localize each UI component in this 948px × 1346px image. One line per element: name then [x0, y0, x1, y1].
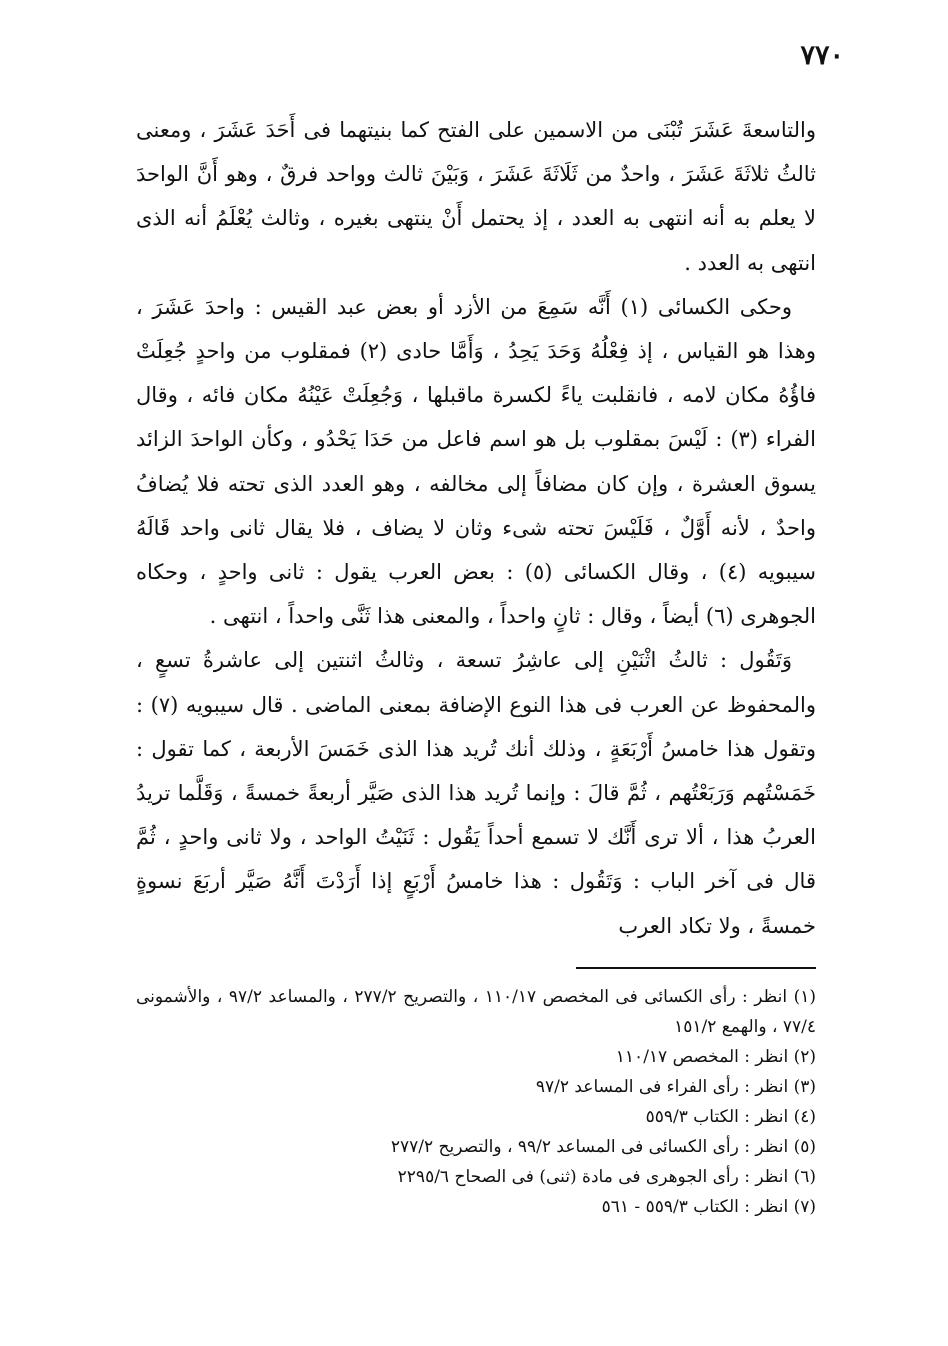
page-number: ٧٧٠	[800, 40, 844, 71]
main-text	[136, 108, 816, 948]
paragraph-1: والتاسعةَ عَشَرَ تُبْنَى من الاسمين على الفتح كما بنيتهما فى أَحَدَ عَشَرَ ، ومعنى ثالثُ ثلاثَةَ عَشَرَ ، واحدٌ من ثَلَاثَةَ عَشَرَ ، وَبَيْنَ ثالث وواحد فرقٌ ، وهو أَنَّ الواحدَ لا يعلم به أنه انتهى به العدد ، إذ يحتمل أَنْ ينتهى بغيره ، وثالث يُعْلَمُ أنه الذى انتهى به العدد .	[136, 118, 816, 275]
footnotes	[136, 982, 816, 1222]
paragraph-2: وحكى الكسائى (١) أَنَّه سَمِعَ من الأزد أو بعض عبد القيس : واحدَ عَشَرَ ، وهذا هو القياس ، إذ فِعْلُهُ وَحَدَ يَحِدُ ، وَأَمَّا حادى (٢) فمقلوب من واحدٍ جُعِلَتْ فاؤُهُ مكان لامه ، فانقلبت ياءً لكسرة ماقبلها ، وَجُعِلَتْ عَيْنُهُ مكان فائه ، وقال الفراء (٣) : لَيْسَ بمقلوب بل هو اسم فاعل من حَدَا يَحْدُو ، وكأن الواحدَ الزائد يسوق العشرة ، وإن كان مضافاً إلى مخالفه ، وهو العدد الذى تحته فلا يُضافُ واحدٌ ، لأنه أَوَّلٌ ، فَلَيْسَ تحته شىء وثان لا يضاف ، فلا يقال ثانى واحد قَالَهُ سيبويه (٤) ، وقال الكسائى (٥) : بعض العرب يقول : ثانى واحدٍ ، وحكاه الجوهرى (٦) أيضاً ، وقال : ثانٍ واحداً ، والمعنى هذا ثَنَّى واحداً ، انتهى .	[136, 294, 817, 629]
footnote-3: (٣) انظر : رأى الفراء فى المساعد ٩٧/٢	[535, 1077, 816, 1097]
paragraph-3: وَتَقُول : ثالثُ اثْنَيْنِ إلى عاشِرُ تسعة ، وثالثُ اثنتين إلى عاشرةُ تسعٍ ، والمحفوظ عن العرب فى هذا النوع الإضافة بمعنى الماضى . قال سيبويه (٧) : وتقول هذا خامسُ أَرْبَعَةٍ ، وذلك أنك تُريد هذا الذى خَمَسَ الأربعة ، كما تقول : خَمَسْتُهم وَرَبَعْتُهم ، ثُمَّ قالَ : وإنما تُريد هذا الذى صَيَّر أربعةً خمسةً ، وَقَلَّما تريدُ العربُ هذا ، ألا ترى أَنَّك لا تسمع أحداً يَقُول : ثَنَيْتُ الواحد ، ولا ثانى واحدٍ ، ثُمَّ قال فى آخر الباب : وَتَقُول : هذا خامسُ أَرْبَعٍ إذا أَرَدْتَ أَنَّهُ صَيَّر أربَعَ نسوةٍ خمسةً ، ولا تكاد العرب	[136, 648, 816, 938]
footnote-6: (٦) انظر : رأى الجوهرى فى مادة (ثنى) فى الصحاح ٢٢٩٥/٦	[397, 1167, 816, 1187]
footnote-4: (٤) انظر : الكتاب ٥٥٩/٣	[645, 1107, 816, 1127]
footnote-7: (٧) انظر : الكتاب ٥٥٩/٣ - ٥٦١	[601, 1197, 816, 1217]
footnote-1: (١) انظر : رأى الكسائى فى المخصص ١١٠/١٧ ، والتصريح ٢٧٧/٢ ، والمساعد ٩٧/٢ ، والأشمونى ٧٧/٤ ، والهمع ١٥١/٢	[136, 987, 816, 1037]
footnote-separator	[576, 967, 816, 969]
footnote-5: (٥) انظر : رأى الكسائى فى المساعد ٩٩/٢ ، والتصريح ٢٧٧/٢	[390, 1137, 816, 1157]
footnote-2: (٢) انظر : المخصص ١١٠/١٧	[615, 1047, 816, 1067]
